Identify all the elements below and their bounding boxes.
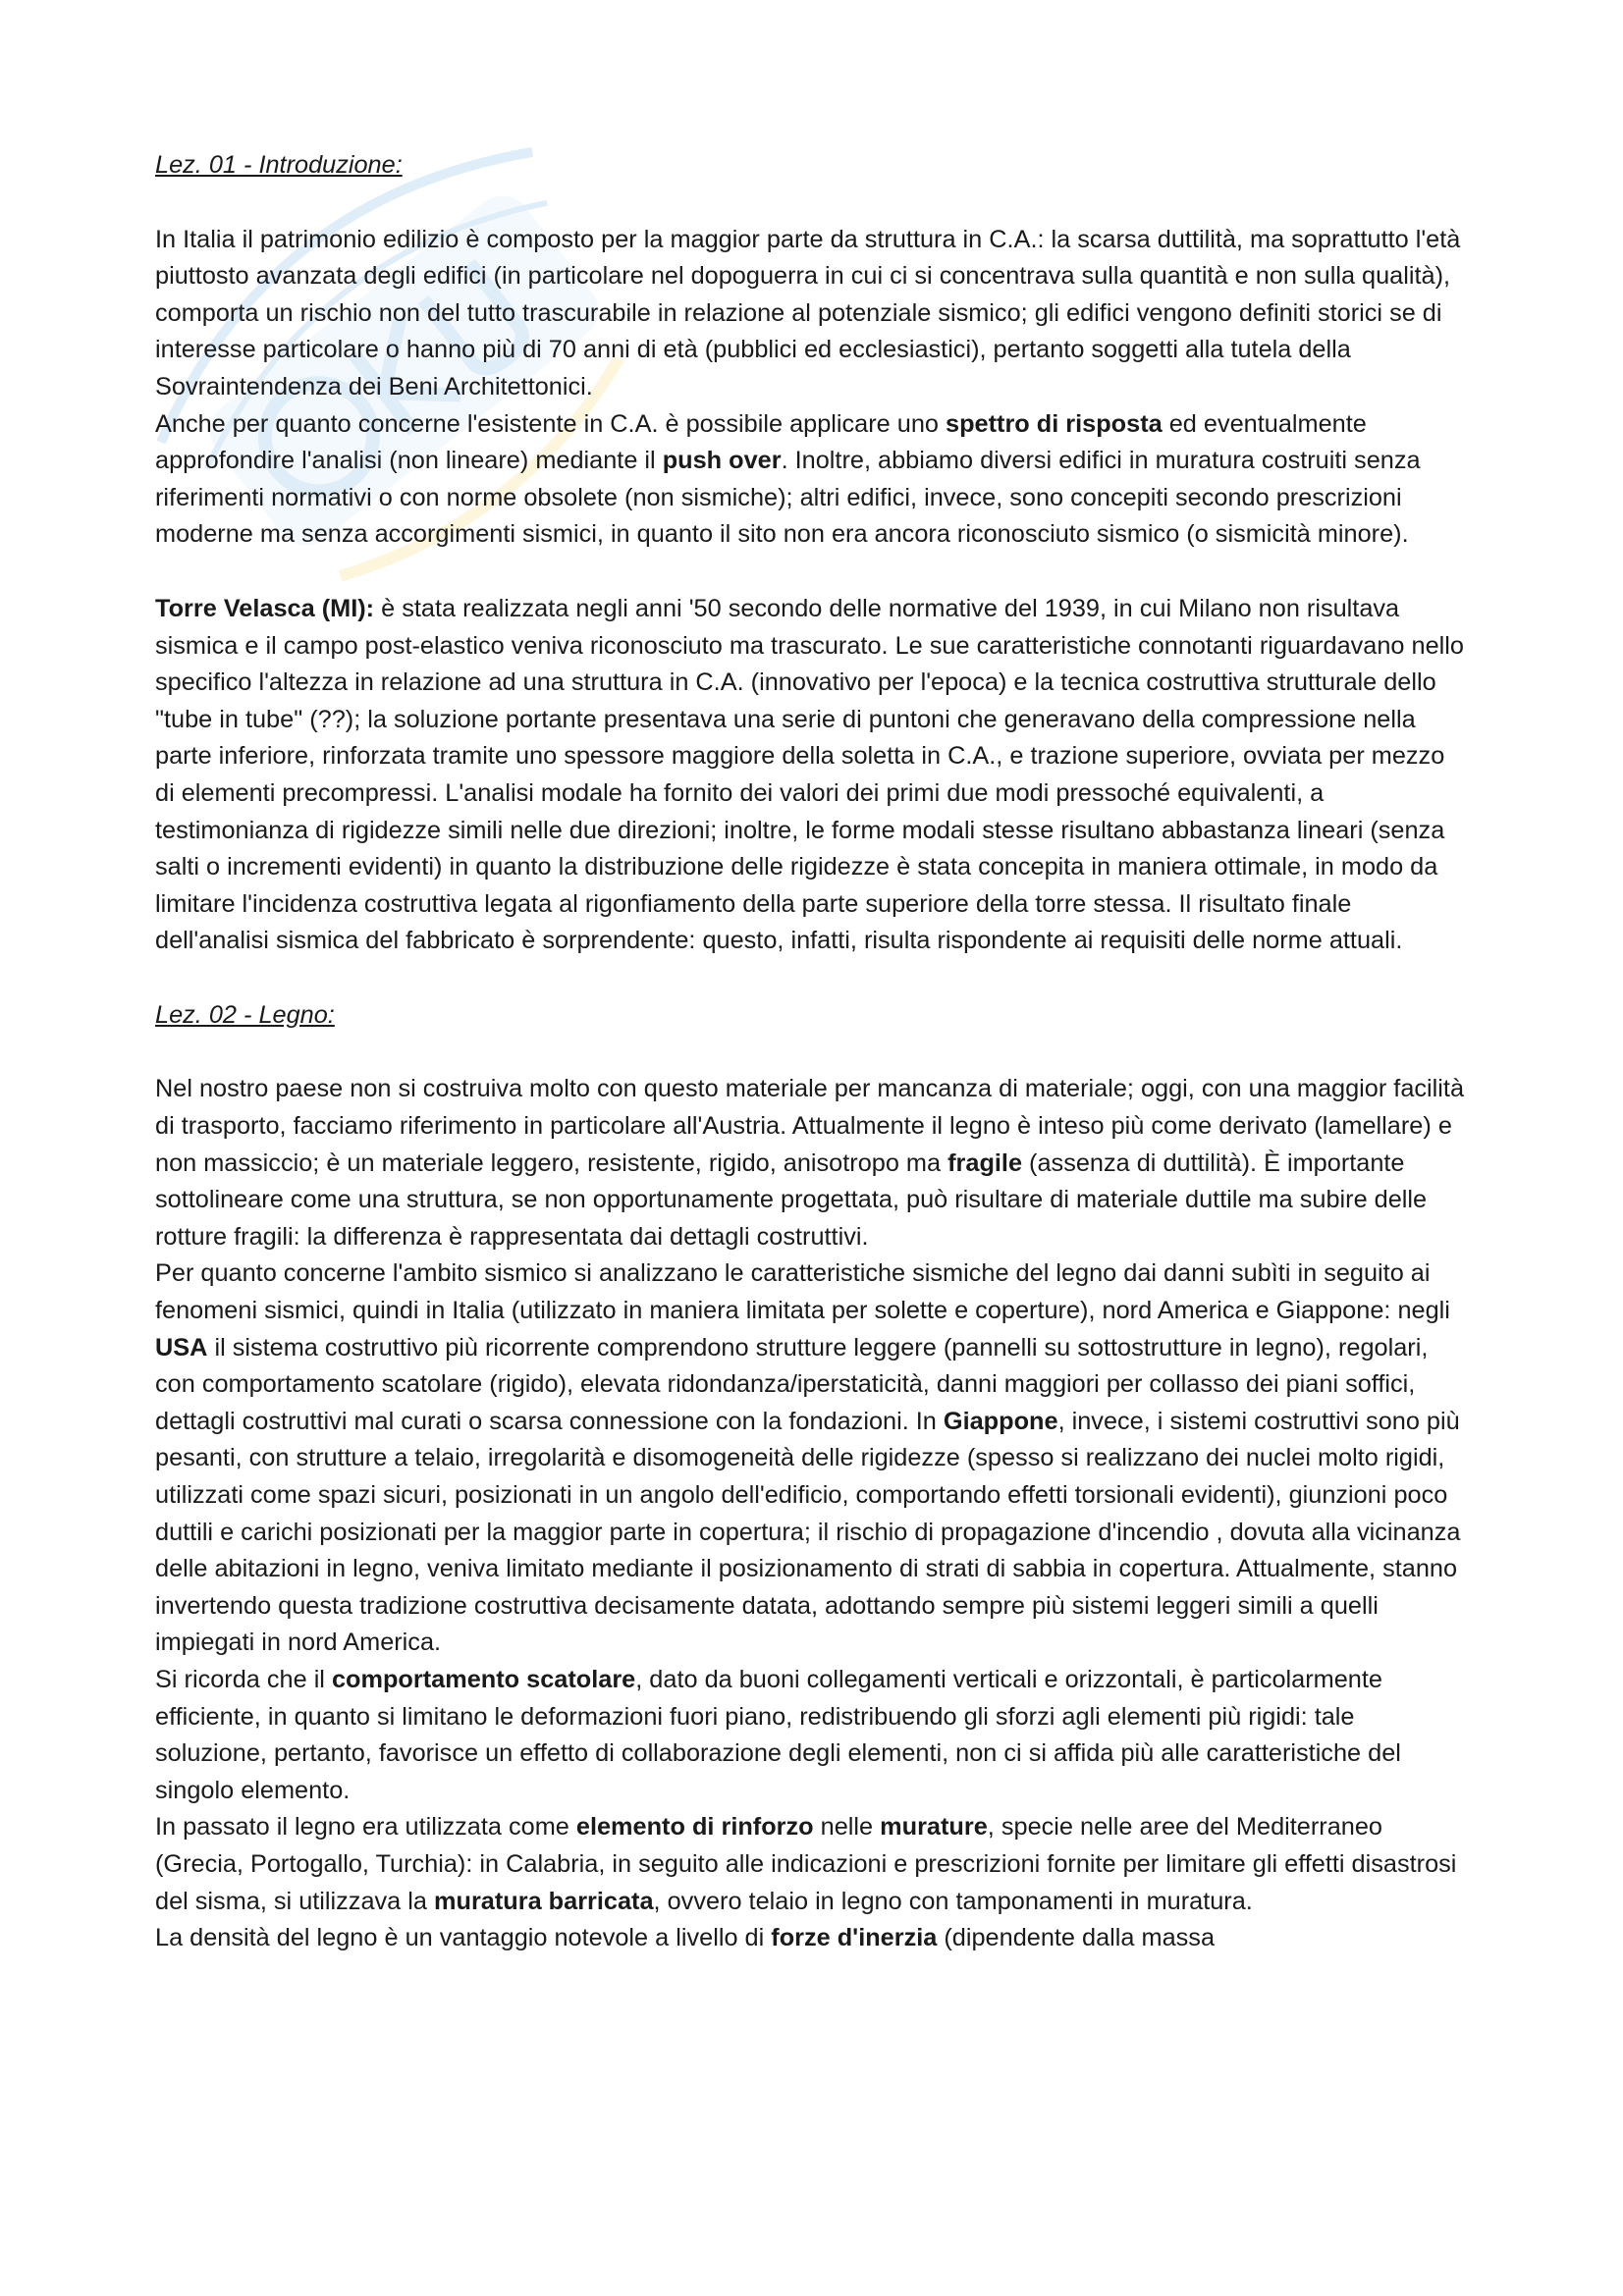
text-run: Anche per quanto concerne l'esistente in C.A. è possibile applicare uno <box>155 409 946 438</box>
bold-text-run: Giappone <box>943 1407 1058 1435</box>
text-run: , dato da buoni collegamenti verticali e orizzontali, è particolarmente efficiente, in quanto si limitano le deformazioni fuori piano, redistribuendo gli sforzi agli elementi più rigidi: tale soluzione, pertanto, favorisce un effetto di collaborazione degli elementi, non ci si affida più alle caratteristiche del singolo elemento. <box>155 1665 1401 1804</box>
document-body <box>155 147 1466 1957</box>
bold-text-run: murature <box>880 1813 988 1842</box>
bold-text-run: fragile <box>947 1148 1023 1177</box>
paragraph-torre-velasca <box>155 591 1466 960</box>
text-run: (dipendente dalla massa <box>937 1924 1216 1952</box>
bold-text-run: Torre Velasca (MI): <box>155 594 375 622</box>
paragraph-legno-2 <box>155 1255 1466 1662</box>
text-run: il sistema costruttivo più ricorrente comprendono strutture leggere (pannelli su sottostrutture in legno), regolari, con comportamento scatolare (rigido), elevata ridondanza/iperstaticità, danni maggiori per collasso dei piani soffici, dettagli costruttivi mal curati o scarsa connessione con la fondazioni. In <box>155 1333 1429 1435</box>
bold-text-run: USA <box>155 1333 208 1362</box>
text-run: è stata realizzata negli anni '50 secondo delle normative del 1939, in cui Milano non risultava sismica e il campo post-elastico veniva riconosciuto ma trascurato. Le sue caratteristiche connotanti riguardavano nello specifico l'altezza in relazione ad una struttura in C.A. (innovativo per l'epoca) e la tecnica costruttiva strutturale dello "tube in tube" (??); la soluzione portante presentava una serie di puntoni che generavano della compressione nella parte inferiore, rinforzata tramite uno spessore maggiore della soletta in C.A., e trazione superiore, ovviata per mezzo di elementi precompressi. L'analisi modale ha fornito dei valori dei primi due modi pressoché equivalenti, a testimonianza di rigidezze simili nelle due direzioni; inoltre, le forme modali stesse risultano abbastanza lineari (senza salti o incrementi evidenti) in quanto la distribuzione delle rigidezze è stata concepita in maniera ottimale, in modo da limitare l'incidenza costruttiva legata al rigonfiamento della parte superiore della torre stessa. Il risultato finale dell'analisi sismica del fabbricato è sorprendente: questo, infatti, risulta rispondente ai requisiti delle norme attuali. <box>155 594 1464 955</box>
text-run: , invece, i sistemi costruttivi sono più pesanti, con strutture a telaio, irregolarità e disomogeneità delle rigidezze (spesso si realizzano dei nuclei molto rigidi, utilizzati come spazi sicuri, posizionati in un angolo dell'edificio, comportando effetti torsionali evidenti), giunzioni poco duttili e carichi posizionati per la maggior parte in copertura; il rischio di propagazione d'incendio , dovuta alla vicinanza delle abitazioni in legno, veniva limitato mediante il posizionamento di strati di sabbia in copertura. Attualmente, stanno invertendo questa tradizione costruttiva decisamente datata, adottando sempre più sistemi leggeri simili a quelli impiegati in nord America. <box>155 1407 1461 1657</box>
text-run: (assenza di duttilità). È importante sottolineare come una struttura, se non opportunamente progettata, può risultare di materiale duttile ma subire delle rotture fragili: la differenza è rappresentata dai dettagli costruttivi. <box>155 1148 1428 1251</box>
text-run: Per quanto concerne l'ambito sismico si analizzano le caratteristiche sismiche del legno dai danni subìti in seguito ai fenomeni sismici, quindi in Italia (utilizzato in maniera limitata per solette e coperture), nord America e Giappone: negli <box>155 1259 1450 1325</box>
text-run: Si ricorda che il <box>155 1665 332 1693</box>
text-run: ed eventualmente approfondire l'analisi (non lineare) mediante il <box>155 409 1367 475</box>
text-run: , specie nelle aree del Mediterraneo (Grecia, Portogallo, Turchia): in Calabria, in seguito alle indicazioni e prescrizioni fornite per limitare gli effetti disastrosi del sisma, si utilizzava la <box>155 1813 1457 1915</box>
paragraph-legno-4 <box>155 1809 1466 1920</box>
text-run: . Inoltre, abbiamo diversi edifici in muratura costruiti senza riferimenti normativi o con norme obsolete (non sismiche); altri edifici, invece, sono concepiti secondo prescrizioni moderne ma senza accorgimenti sismici, in quanto il sito non era ancora riconosciuto sismico (o sismicità minore). <box>155 447 1421 549</box>
text-run: nelle <box>813 1813 881 1842</box>
paragraph-legno-3 <box>155 1662 1466 1809</box>
section-heading-intro: Lez. 01 - Introduzione: <box>155 151 403 179</box>
bold-text-run: forze d'inerzia <box>771 1924 938 1952</box>
bold-text-run: spettro di risposta <box>946 409 1163 438</box>
bold-text-run: elemento di rinforzo <box>575 1813 814 1842</box>
paragraph-legno-5 <box>155 1920 1466 1957</box>
paragraph-legno-1 <box>155 1071 1466 1255</box>
text-run: In Italia il patrimonio edilizio è composto per la maggior parte da struttura in C.A.: la scarsa duttilità, ma soprattutto l'età piuttosto avanzata degli edifici (in particolare nel dopoguerra in cui ci si concentrava sulla quantità e non sulla qualità), comporta un rischio non del tutto trascurabile in relazione al potenziale sismico; gli edifici vengono definiti storici se di interesse particolare o hanno più di 70 anni di età (pubblici ed ecclesiastici), pertanto soggetti alla tutela della Sovraintendenza dei Beni Architettonici. <box>155 225 1461 400</box>
bold-text-run: comportamento scatolare <box>331 1665 636 1693</box>
text-run: , ovvero telaio in legno con tamponamenti in muratura. <box>653 1887 1253 1915</box>
paragraph-intro-2 <box>155 406 1466 554</box>
paragraph-intro-1 <box>155 222 1466 406</box>
bold-text-run: push over <box>662 447 782 475</box>
bold-text-run: muratura barricata <box>434 1887 654 1915</box>
section-heading-legno: Lez. 02 - Legno: <box>155 1000 335 1029</box>
text-run: La densità del legno è un vantaggio notevole a livello di <box>155 1924 772 1952</box>
text-run: In passato il legno era utilizzata come <box>155 1813 576 1842</box>
text-run: Nel nostro paese non si costruiva molto con questo materiale per mancanza di materiale; oggi, con una maggior facilità di trasporto, facciamo riferimento in particolare all'Austria. Attualmente il legno è inteso più come derivato (lamellare) e non massiccio; è un materiale leggero, resistente, rigido, anisotropo ma <box>155 1075 1465 1177</box>
